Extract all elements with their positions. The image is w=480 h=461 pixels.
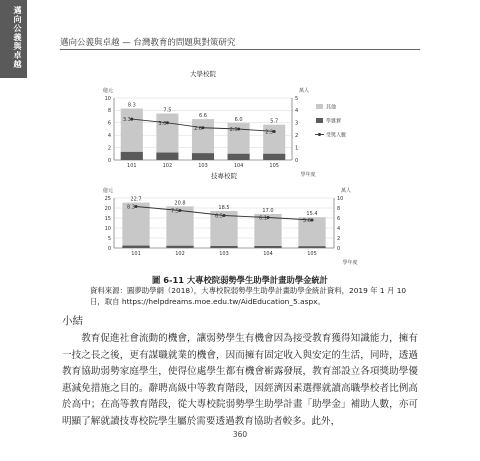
line-data-label-univ: 3.0: [158, 120, 167, 127]
line-data-label-tech: 8.3: [127, 204, 135, 211]
legend-swatch-fee: [316, 118, 323, 123]
y-tick-label-tech: 20: [104, 205, 111, 212]
line-data-label-univ: 2.3: [265, 129, 274, 136]
y-tick-label-tech: 25: [104, 195, 111, 202]
bar-data-label-univ: 6.6: [199, 113, 207, 120]
y-axis-label-univ: 億元: [102, 88, 114, 94]
y-tick-label-univ: 6: [107, 120, 111, 127]
x-tick-label-tech: 102: [175, 251, 185, 257]
y2-axis-label-tech: 萬人: [340, 188, 352, 194]
figure-charts: [90, 66, 390, 266]
y2-tick-label-univ: 0: [295, 157, 299, 164]
bar-fee-univ: [228, 154, 250, 160]
y2-axis-label-univ: 萬人: [298, 88, 310, 94]
side-tab: [0, 0, 27, 78]
y-tick-label-univ: 10: [104, 95, 111, 102]
y2-tick-label-tech: 0: [337, 245, 341, 252]
y2-tick-label-tech: 10: [337, 195, 344, 202]
x-tick-label-tech: 103: [219, 251, 229, 257]
bar-fee-tech: [298, 246, 325, 248]
y2-tick-label-tech: 6: [337, 215, 341, 222]
bar-data-label-univ: 6.0: [234, 116, 243, 123]
y-tick-label-tech: 0: [107, 245, 111, 252]
figure-caption: 圖 6-11 大專校院弱勢學生助學計畫助學金統計: [152, 275, 328, 285]
legend-label-people: 受獎人數: [326, 132, 347, 139]
x-tick-label-univ: 101: [127, 163, 137, 169]
header-rule: [60, 49, 420, 50]
x-tick-label-tech: 105: [307, 251, 317, 257]
x-axis-label-tech: 學年度: [342, 260, 358, 266]
bar-data-label-univ: 5.7: [270, 118, 279, 125]
line-data-label-univ: 2.5: [229, 127, 238, 133]
x-tick-label-univ: 104: [233, 163, 244, 169]
page-header: 邁向公義與卓越 — 台灣教育的問題與對策研究: [60, 38, 236, 48]
chart-title-univ: 大學校院: [190, 70, 216, 78]
y-tick-label-tech: 15: [104, 215, 111, 222]
y-tick-label-tech: 5: [107, 235, 111, 242]
y2-tick-label-univ: 4: [295, 108, 299, 115]
y2-tick-label-univ: 2: [295, 133, 299, 139]
y2-tick-label-tech: 2: [337, 235, 341, 242]
x-tick-label-tech: 101: [131, 251, 141, 257]
page-number: 360: [232, 430, 248, 439]
bar-data-label-tech: 22.7: [130, 196, 142, 203]
bar-data-label-univ: 8.3: [127, 102, 136, 109]
bar-data-label-univ: 7.5: [163, 107, 172, 114]
legend-swatch-other: [316, 104, 323, 109]
y2-tick-label-tech: 4: [337, 225, 341, 232]
bar-data-label-tech: 20.8: [174, 200, 186, 207]
bar-fee-tech: [210, 246, 237, 248]
line-data-label-univ: 3.3: [122, 117, 131, 124]
x-axis-label-univ: 學年度: [300, 172, 316, 178]
bar-fee-univ: [263, 154, 285, 160]
bar-data-label-tech: 17.0: [262, 208, 274, 214]
x-tick-label-univ: 105: [269, 163, 279, 169]
y2-tick-label-univ: 5: [295, 95, 299, 102]
line-data-label-univ: 2.6: [194, 125, 202, 132]
y-tick-label-univ: 8: [107, 108, 111, 115]
bar-fee-univ: [192, 153, 214, 160]
y-tick-label-univ: 4: [107, 133, 111, 139]
y-tick-label-tech: 10: [104, 225, 111, 232]
line-data-label-tech: 6.1: [259, 215, 267, 222]
section-title: 小結: [62, 315, 83, 327]
y2-tick-label-univ: 3: [295, 120, 299, 127]
chart-title-tech: 技專校院: [211, 172, 237, 180]
y-tick-label-univ: 2: [107, 145, 111, 152]
bar-fee-tech: [254, 246, 281, 248]
legend-label-fee: 學雜費: [326, 118, 342, 125]
figure-source: 資料來源：圓夢助學網（2018），大專校院弱勢學生助學計畫助學金統計資料，2019 年 1 月 10 日，取自 https://helpdreams.moe.edu.tw/AidEducation_5.aspx。: [90, 286, 407, 306]
x-tick-label-univ: 103: [198, 163, 208, 169]
y2-tick-label-univ: 1: [295, 145, 299, 152]
x-tick-label-tech: 104: [263, 251, 273, 257]
bar-data-label-tech: 18.5: [218, 205, 230, 211]
bar-fee-univ: [121, 152, 143, 160]
body-paragraph: 教育促進社會流動的機會，讓弱勢學生有機會因為接受教育獲得知識能力，擁有一技之長之後，更有謀職就業的機會，因而擁有固定收入與安定的生活，同時，透過教育協助弱勢家庭學生，使得位處學生都有機會嶄露發展，教育部設立各項獎助學優惠減免措施之目的。辭聘高級中等教育階段，因經濟因素選擇就讀高職學校者比例高於高中；在高等教育階段，從大專校院弱勢學生助學計畫「助學金」補助人數，亦可明顯了解就讀技專校院學生屬於需要透過教育協助者較多。此外，: [62, 333, 418, 427]
bar-fee-tech: [166, 246, 193, 248]
y2-tick-label-tech: 8: [337, 205, 341, 212]
line-data-label-tech: 6.5: [215, 213, 223, 220]
y-tick-label-univ: 0: [107, 157, 111, 164]
line-data-label-tech: 7.5: [171, 208, 179, 215]
y-axis-label-tech: 億元: [102, 188, 114, 194]
side-tab-label: 邁向公義與卓越: [13, 6, 22, 69]
legend-label-other: 其他: [326, 104, 337, 111]
legend-marker-people: [318, 133, 321, 136]
x-tick-label-univ: 102: [162, 163, 173, 169]
bar-data-label-tech: 15.4: [306, 211, 318, 218]
bar-fee-tech: [122, 246, 149, 248]
bar-fee-univ: [156, 153, 178, 160]
line-data-label-tech: 5.6: [303, 218, 311, 224]
